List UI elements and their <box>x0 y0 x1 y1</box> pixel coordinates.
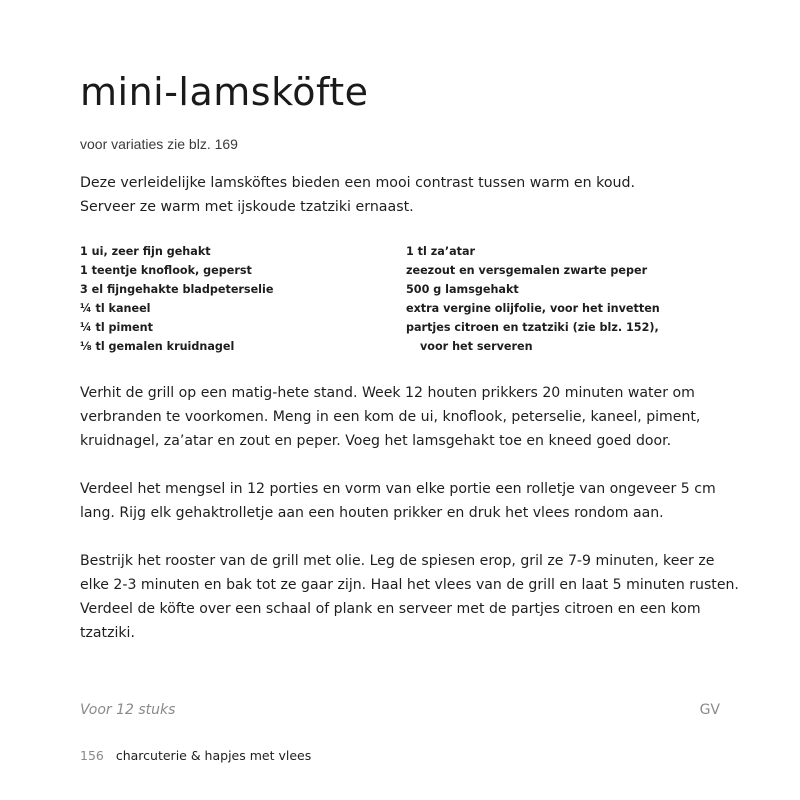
ingredient-item: zeezout en versgemalen zwarte peper <box>406 264 648 277</box>
method-line: Bestrijk het rooster van de grill met olie. Leg de spiesen erop, gril ze 7-9 minuten, keer ze <box>80 553 715 569</box>
method-paragraph <box>80 477 740 525</box>
method-line: verbranden te voorkomen. Meng in een kom de ui, knoflook, peterselie, kaneel, piment, <box>80 409 701 425</box>
recipe-yield: Voor 12 stuks <box>80 702 176 718</box>
method-section <box>80 381 740 669</box>
page-footer <box>80 747 311 765</box>
method-paragraph <box>80 549 740 645</box>
ingredient-item: 1 teentje knoflook, geperst <box>80 264 252 277</box>
ingredients-left-column <box>80 242 273 356</box>
intro-line: Deze verleidelijke lamsköftes bieden een mooi contrast tussen warm en koud. <box>80 175 636 191</box>
ingredient-item: 3 el fijngehakte bladpeterselie <box>80 283 274 296</box>
ingredient-item: 500 g lamsgehakt <box>406 283 519 296</box>
page-number: 156 <box>80 748 104 763</box>
ingredient-item: ⅛ tl gemalen kruidnagel <box>80 340 235 353</box>
method-line: kruidnagel, za’atar en zout en peper. Voeg het lamsgehakt toe en kneed goed door. <box>80 433 672 449</box>
ingredient-item: ¼ tl piment <box>80 321 153 334</box>
intro-line: Serveer ze warm met ijskoude tzatziki ernaast. <box>80 199 414 215</box>
recipe-code: GV <box>699 702 720 718</box>
ingredient-item-continuation: voor het serveren <box>420 340 533 353</box>
method-line: elke 2-3 minuten en bak tot ze gaar zijn. Haal het vlees van de grill en laat 5 minuten rusten. <box>80 577 739 593</box>
method-paragraph <box>80 381 740 453</box>
ingredient-item: extra vergine olijfolie, voor het invetten <box>406 302 660 315</box>
ingredient-item: ¼ tl kaneel <box>80 302 151 315</box>
ingredient-item: 1 ui, zeer fijn gehakt <box>80 245 211 258</box>
ingredients-right-column <box>406 242 660 356</box>
method-line: Verhit de grill op een matig-hete stand. Week 12 houten prikkers 20 minuten water om <box>80 385 695 401</box>
section-name: charcuterie & hapjes met vlees <box>115 748 312 763</box>
method-line: lang. Rijg elk gehaktrolletje aan een houten prikker en druk het vlees rondom aan. <box>80 505 664 521</box>
variations-note: voor variaties zie blz. 169 <box>80 136 238 152</box>
ingredient-item: partjes citroen en tzatziki (zie blz. 152), <box>406 321 659 334</box>
ingredient-item: 1 tl za’atar <box>406 245 476 258</box>
recipe-intro <box>80 171 740 219</box>
method-line: tzatziki. <box>80 625 135 641</box>
recipe-title: mini-lamsköfte <box>80 70 369 114</box>
method-line: Verdeel het mengsel in 12 porties en vorm van elke portie een rolletje van ongeveer 5 cm <box>80 481 716 497</box>
method-line: Verdeel de köfte over een schaal of plank en serveer met de partjes citroen en een kom <box>80 601 701 617</box>
